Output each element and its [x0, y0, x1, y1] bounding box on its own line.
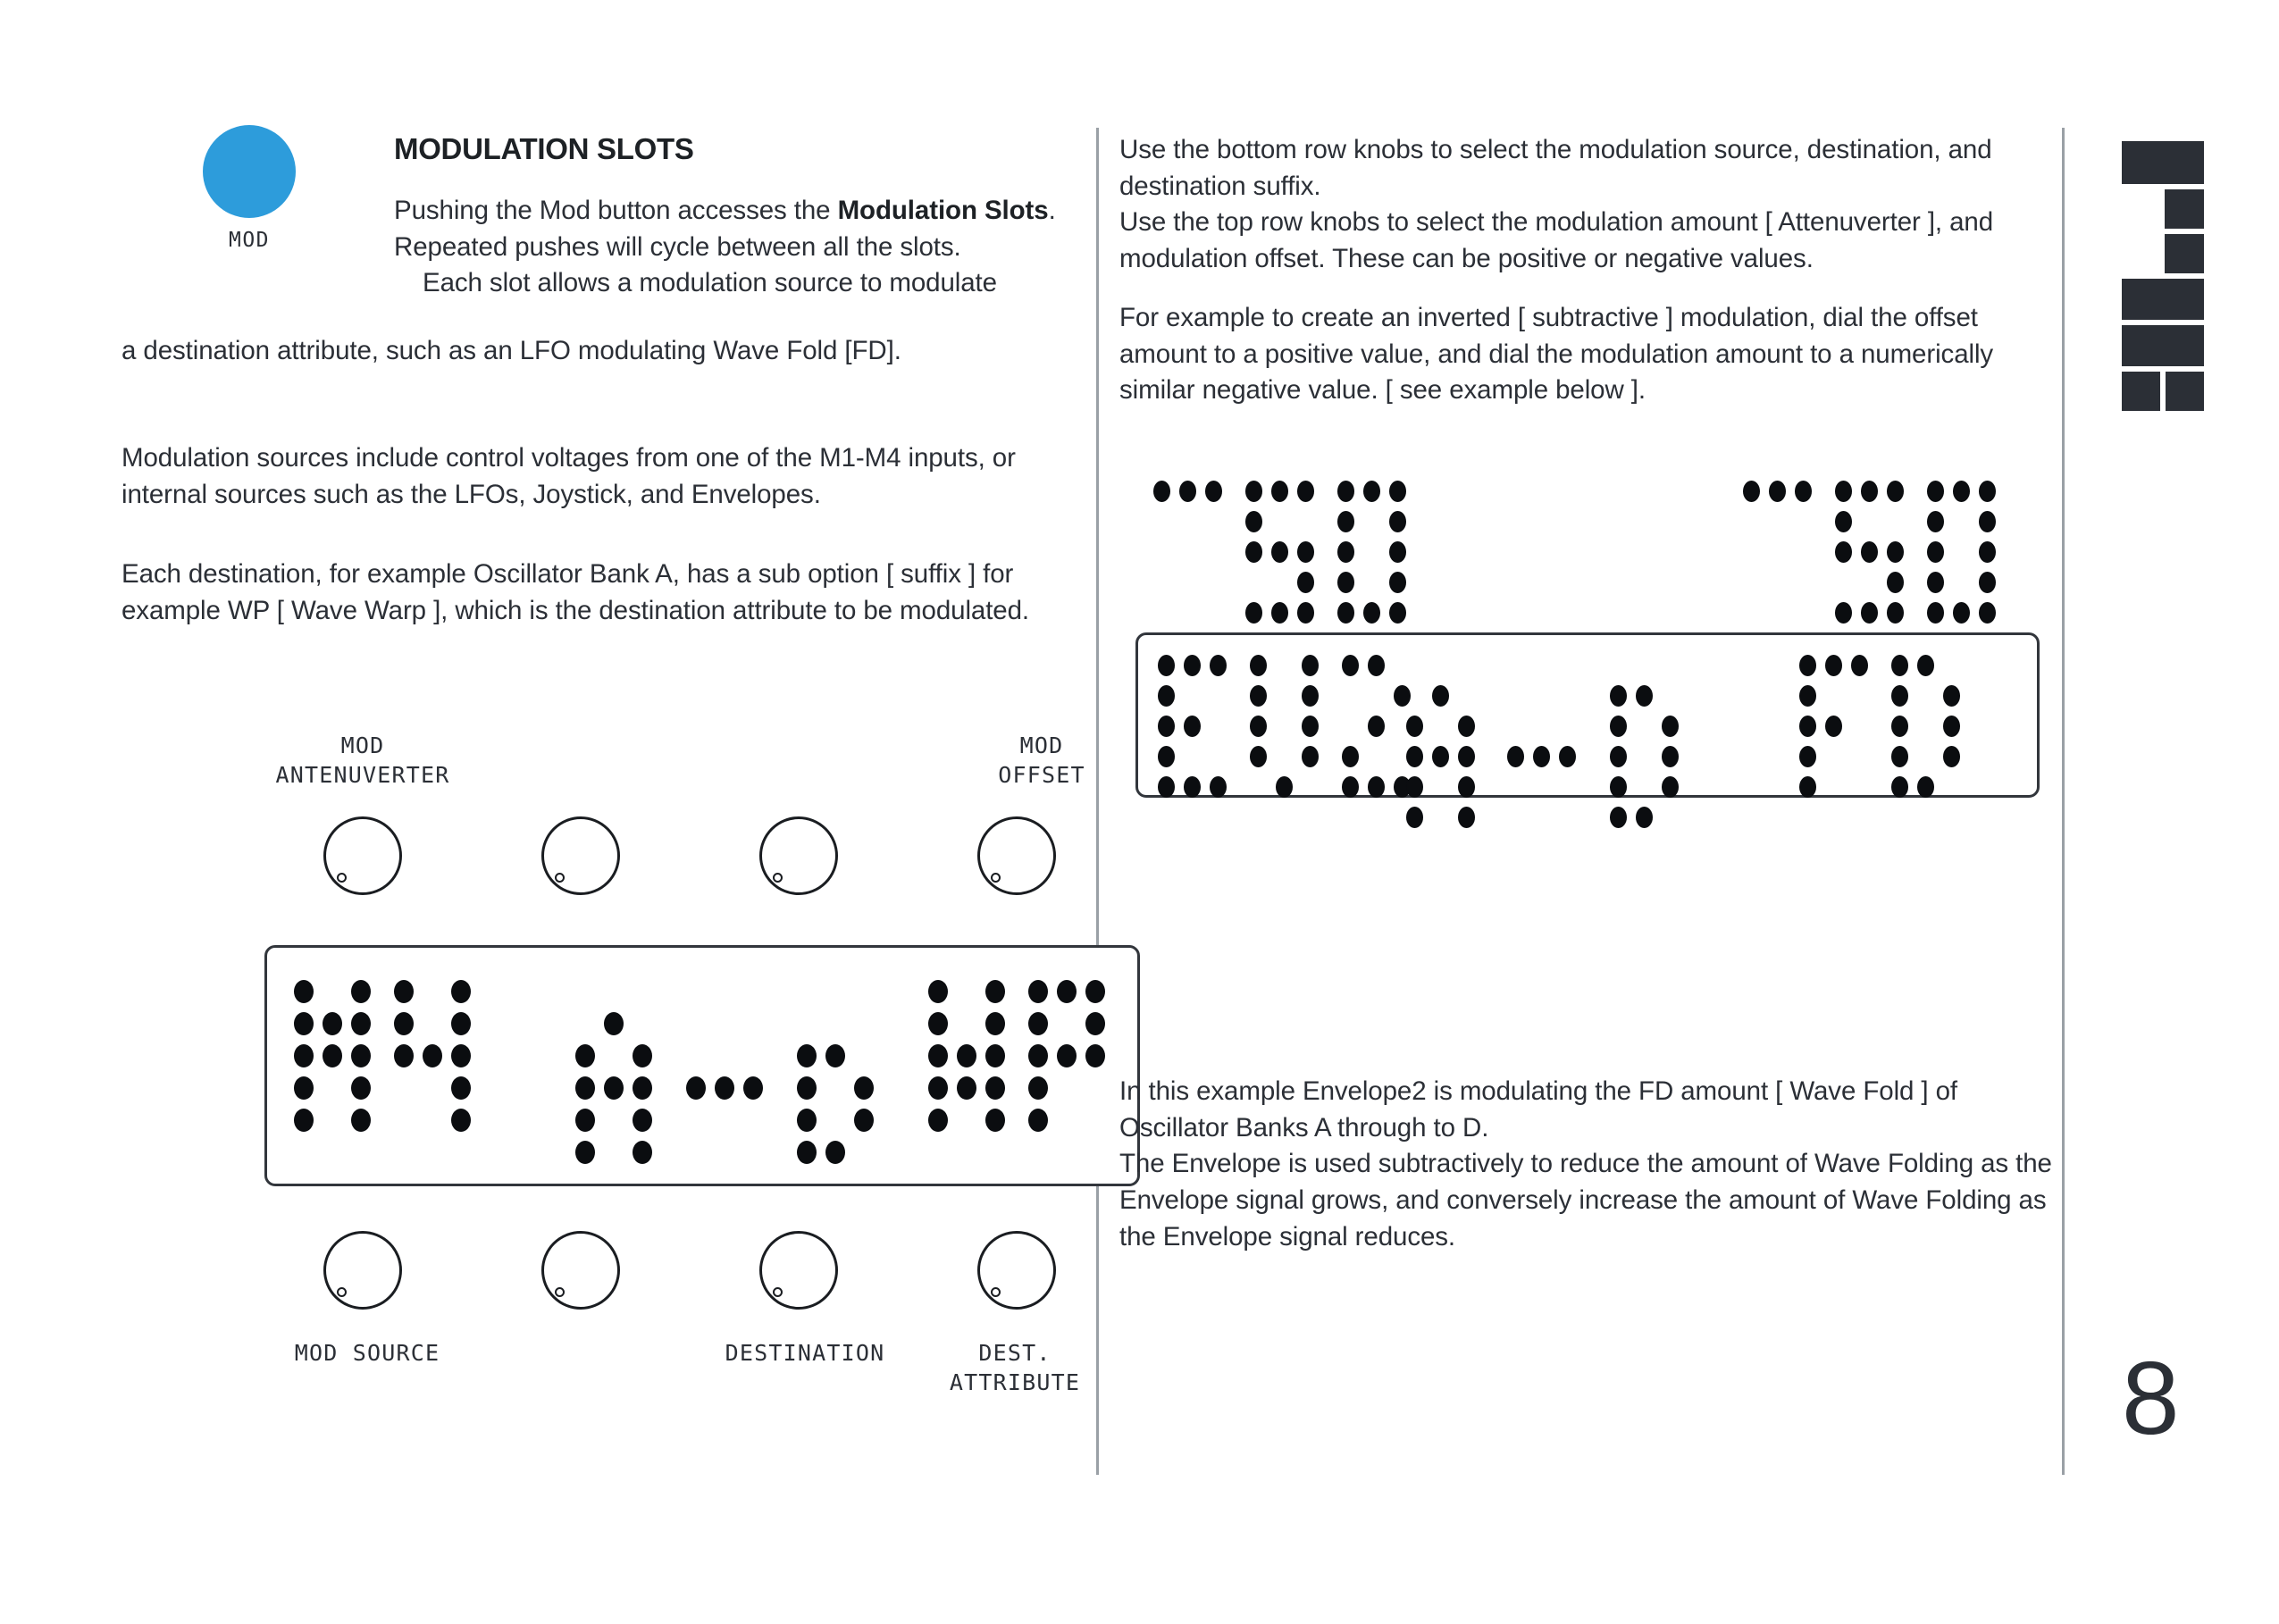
knob-pointer-icon [991, 1287, 1001, 1297]
paragraph-modulation-sources: Modulation sources include control voltages from one of the M1-M4 inputs, or internal sources such as the LFOs, Joystick, and Envelopes. [121, 443, 1016, 509]
mod-amount-offset-display [1135, 472, 2038, 624]
intro-text-1: Pushing the Mod button accesses the [394, 196, 838, 225]
intro-text-bold: Modulation Slots [837, 196, 1049, 225]
knob-pointer-icon [337, 1287, 347, 1297]
mod-routing-display [1135, 632, 2040, 798]
mod-slot-display [264, 945, 1140, 1186]
knob-attenuverter[interactable] [323, 816, 402, 895]
label-destination: DESTINATION [725, 1340, 885, 1366]
knob-bottom-2[interactable] [541, 1231, 620, 1310]
margin-divider [2062, 128, 2065, 1475]
knob-top-3[interactable] [759, 816, 838, 895]
knob-mod-source[interactable] [323, 1231, 402, 1310]
intro-paragraph [394, 193, 1073, 302]
label-mod-offset: MOD OFFSET [998, 732, 1085, 788]
paragraph-example-explanation: In this example Envelope2 is modulating the FD amount [ Wave Fold ] of Oscillator Banks A through to D. The Envelope is used subtractively to reduce the amount of Wave Folding as the Envelope signal grows, and conversely increase the amount of Wave Folding as the Envelope signal reduces. [1119, 1076, 2052, 1251]
mod-button[interactable] [191, 125, 307, 252]
intro-text-3: Each slot allows a modulation source to modulate [423, 268, 997, 298]
label-dest-attribute: DEST. ATTRIBUTE [949, 1340, 1081, 1395]
mod-circle-icon[interactable] [203, 125, 296, 218]
mod-button-label: MOD [228, 229, 271, 252]
knob-top-2[interactable] [541, 816, 620, 895]
knob-pointer-icon [337, 873, 347, 883]
intro-text-2: . Repeated pushes will cycle between all the slots. [394, 196, 1056, 262]
brand-logo-blocks-icon [2122, 141, 2216, 418]
label-mod-attenuverter: MOD ANTENUVERTER [275, 732, 450, 788]
knob-pointer-icon [773, 1287, 783, 1297]
paragraph-knob-usage: Use the bottom row knobs to select the modulation source, destination, and destination suffix. Use the top row knobs to select the modulation amount [ Attenuverter ], and modulation offset. These can be positive or negative values. [1119, 135, 1994, 274]
knob-pointer-icon [555, 873, 565, 883]
knob-destination[interactable] [759, 1231, 838, 1310]
knob-pointer-icon [555, 1287, 565, 1297]
knob-dest-attribute[interactable] [977, 1231, 1056, 1310]
paragraph-inverted-example: For example to create an inverted [ subtractive ] modulation, dial the offset amount to a positive value, and dial the modulation amount to a numerically similar negative value. [ see example below ]. [1119, 303, 1994, 406]
knob-panel-diagram [264, 731, 1158, 1427]
knob-offset[interactable] [977, 816, 1056, 895]
paragraph-destination: Each destination, for example Oscillator Bank A, has a sub option [ suffix ] for example WP [ Wave Warp ], which is the destination attribute to be modulated. [121, 559, 1030, 625]
page-number: 8 [2122, 1340, 2178, 1456]
page-title: MODULATION SLOTS [394, 132, 694, 165]
label-mod-source: MOD SOURCE [294, 1340, 440, 1366]
knob-pointer-icon [991, 873, 1001, 883]
knob-pointer-icon [773, 873, 783, 883]
intro-overflow-line: a destination attribute, such as an LFO modulating Wave Fold [FD]. [121, 336, 901, 365]
